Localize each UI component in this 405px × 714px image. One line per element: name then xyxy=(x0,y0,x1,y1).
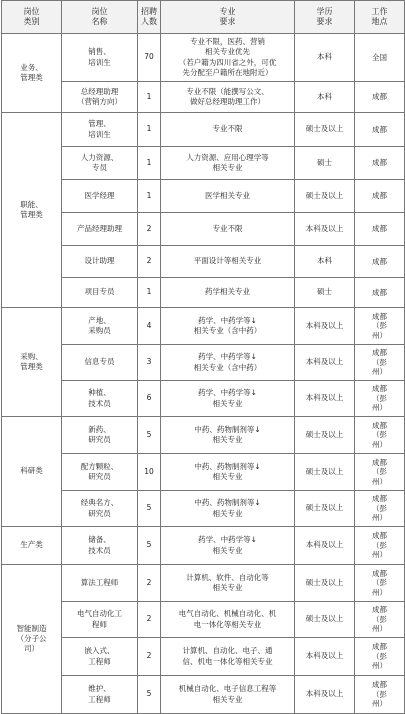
location-cell: 成都 （彭 州） xyxy=(355,308,405,345)
position-cell: 维护、 工程师 xyxy=(62,676,138,714)
count-cell: 1 xyxy=(138,82,161,113)
count-cell: 1 xyxy=(138,180,161,213)
count-cell: 2 xyxy=(138,213,161,246)
table-row xyxy=(2,381,405,417)
count-cell: 4 xyxy=(138,308,161,345)
education-cell: 本科 xyxy=(295,82,355,113)
header-category: 岗位 类别 xyxy=(2,1,62,34)
major-cell: 机械自动化、电子信息工程等 相关专业 xyxy=(161,676,295,714)
position-cell: 种植、 技术员 xyxy=(62,381,138,417)
count-cell: 6 xyxy=(138,381,161,417)
position-cell: 设计助理 xyxy=(62,246,138,278)
count-cell: 5 xyxy=(138,417,161,454)
major-cell: 药学、中药学等↓ 相关专业 xyxy=(161,527,295,565)
location-cell: 全国 xyxy=(355,34,405,82)
major-cell: 中药、药物制剂等↓ 相关专业 xyxy=(161,417,295,454)
major-cell: 专业不限（能撰写公文、 做好总经理助理工作） xyxy=(161,82,295,113)
table-row xyxy=(2,246,405,278)
location-cell: 成都 xyxy=(355,147,405,180)
location-cell: 成都 （彭 州） xyxy=(355,454,405,491)
header-education: 学历 要求 xyxy=(295,1,355,34)
education-cell: 硕士及以上 xyxy=(295,565,355,602)
education-cell: 硕士及以上 xyxy=(295,602,355,638)
category-cell: 业务、 管理类 xyxy=(2,34,62,113)
location-cell: 成都 xyxy=(355,278,405,308)
major-cell: 电气自动化、机械自动化、机 电一体化等相关专业 xyxy=(161,602,295,638)
location-cell: 成都 （彭 州） xyxy=(355,491,405,527)
location-cell: 成都 xyxy=(355,113,405,147)
count-cell: 2 xyxy=(138,246,161,278)
count-cell: 2 xyxy=(138,565,161,602)
category-cell: 职能、 管理类 xyxy=(2,113,62,308)
table-row xyxy=(2,278,405,308)
location-cell: 成都 （彭 州） xyxy=(355,417,405,454)
table-row xyxy=(2,213,405,246)
category-cell: 智能制造 （分子公 司） xyxy=(2,565,62,714)
location-cell: 成都 （彭 州） xyxy=(355,527,405,565)
location-cell: 成都 （彭 州） xyxy=(355,676,405,714)
table-row xyxy=(2,602,405,638)
count-cell: 10 xyxy=(138,454,161,491)
location-cell: 成都 xyxy=(355,180,405,213)
education-cell: 本科及以上 xyxy=(295,381,355,417)
major-cell: 平面设计等相关专业 xyxy=(161,246,295,278)
major-cell: 专业不限，医药、营销 相关专业优先 （若户籍为四川省之外，可优 先分配至户籍所在地附近） xyxy=(161,34,295,82)
education-cell: 本科及以上 xyxy=(295,308,355,345)
location-cell: 成都 xyxy=(355,82,405,113)
position-cell: 项目专员 xyxy=(62,278,138,308)
education-cell: 硕士及以上 xyxy=(295,113,355,147)
major-cell: 计算机、软件、自动化等 相关专业 xyxy=(161,565,295,602)
major-cell: 药学、中药学等↓ 相关专业 xyxy=(161,381,295,417)
table-row xyxy=(2,527,405,565)
position-cell: 总经理助理 （营销方向） xyxy=(62,82,138,113)
table-row xyxy=(2,491,405,527)
count-cell: 1 xyxy=(138,278,161,308)
header-major: 专业 要求 xyxy=(161,1,295,34)
count-cell: 5 xyxy=(138,527,161,565)
education-cell: 硕士 xyxy=(295,147,355,180)
position-cell: 医学经理 xyxy=(62,180,138,213)
education-cell: 硕士及以上 xyxy=(295,180,355,213)
education-cell: 硕士及以上 xyxy=(295,454,355,491)
major-cell: 人力资源、应用心理学等 相关专业 xyxy=(161,147,295,180)
location-cell: 成都 （彭 州） xyxy=(355,602,405,638)
table-row xyxy=(2,180,405,213)
major-cell: 医学相关专业 xyxy=(161,180,295,213)
count-cell: 2 xyxy=(138,638,161,676)
location-cell: 成都 （彭 州） xyxy=(355,345,405,381)
table-row xyxy=(2,345,405,381)
position-cell: 新药、 研究员 xyxy=(62,417,138,454)
position-cell: 信息专员 xyxy=(62,345,138,381)
count-cell: 1 xyxy=(138,147,161,180)
education-cell: 硕士及以上 xyxy=(295,417,355,454)
count-cell: 70 xyxy=(138,34,161,82)
recruitment-table xyxy=(1,0,405,714)
category-cell: 采购、 管理类 xyxy=(2,308,62,417)
header-location: 工作 地点 xyxy=(355,1,405,34)
education-cell: 硕士 xyxy=(295,278,355,308)
position-cell: 管理、 培训生 xyxy=(62,113,138,147)
major-cell: 药学、中药学等↓ 相关专业（含中药） xyxy=(161,345,295,381)
position-cell: 嵌入式、 工程师 xyxy=(62,638,138,676)
position-cell: 配方颗粒、 研究员 xyxy=(62,454,138,491)
header-count: 招聘 人数 xyxy=(138,1,161,34)
education-cell: 本科及以上 xyxy=(295,527,355,565)
major-cell: 专业不限 xyxy=(161,213,295,246)
table-row xyxy=(2,113,405,147)
location-cell: 成都 （彭 州） xyxy=(355,565,405,602)
location-cell: 成都 （彭 州） xyxy=(355,381,405,417)
table-row xyxy=(2,676,405,714)
count-cell: 2 xyxy=(138,602,161,638)
table-row xyxy=(2,638,405,676)
category-cell: 生产类 xyxy=(2,527,62,565)
position-cell: 销售、 培训生 xyxy=(62,34,138,82)
table-row xyxy=(2,147,405,180)
major-cell: 中药、药物制剂等↓ 相关专业 xyxy=(161,454,295,491)
position-cell: 算法工程师 xyxy=(62,565,138,602)
table-row xyxy=(2,565,405,602)
table-row xyxy=(2,82,405,113)
location-cell: 成都 （彭 州） xyxy=(355,638,405,676)
count-cell: 5 xyxy=(138,676,161,714)
header-position: 岗位 名称 xyxy=(62,1,138,34)
education-cell: 硕士及以上 xyxy=(295,491,355,527)
table-row xyxy=(2,308,405,345)
header-row xyxy=(2,1,405,34)
table-row xyxy=(2,454,405,491)
position-cell: 经典名方、 研究员 xyxy=(62,491,138,527)
major-cell: 计算机、自动化、电子、通 信、机电一体化等相关专业 xyxy=(161,638,295,676)
position-cell: 电气自动化工 程师 xyxy=(62,602,138,638)
education-cell: 本科及以上 xyxy=(295,345,355,381)
position-cell: 人力资源、 专员 xyxy=(62,147,138,180)
count-cell: 3 xyxy=(138,345,161,381)
position-cell: 产品经理助理 xyxy=(62,213,138,246)
category-cell: 科研类 xyxy=(2,417,62,527)
education-cell: 本科及以上 xyxy=(295,638,355,676)
count-cell: 5 xyxy=(138,491,161,527)
location-cell: 成都 xyxy=(355,213,405,246)
education-cell: 本科 xyxy=(295,34,355,82)
major-cell: 药学相关专业 xyxy=(161,278,295,308)
location-cell: 成都 xyxy=(355,246,405,278)
position-cell: 产地、 采购员 xyxy=(62,308,138,345)
education-cell: 本科及以上 xyxy=(295,213,355,246)
major-cell: 中药、药物制剂等↓ 相关专业 xyxy=(161,491,295,527)
position-cell: 储备、 技术员 xyxy=(62,527,138,565)
count-cell: 1 xyxy=(138,113,161,147)
table-row xyxy=(2,34,405,82)
major-cell: 药学、中药学等↓ 相关专业（含中药） xyxy=(161,308,295,345)
education-cell: 本科及以上 xyxy=(295,676,355,714)
major-cell: 专业不限 xyxy=(161,113,295,147)
education-cell: 本科 xyxy=(295,246,355,278)
table-row xyxy=(2,417,405,454)
